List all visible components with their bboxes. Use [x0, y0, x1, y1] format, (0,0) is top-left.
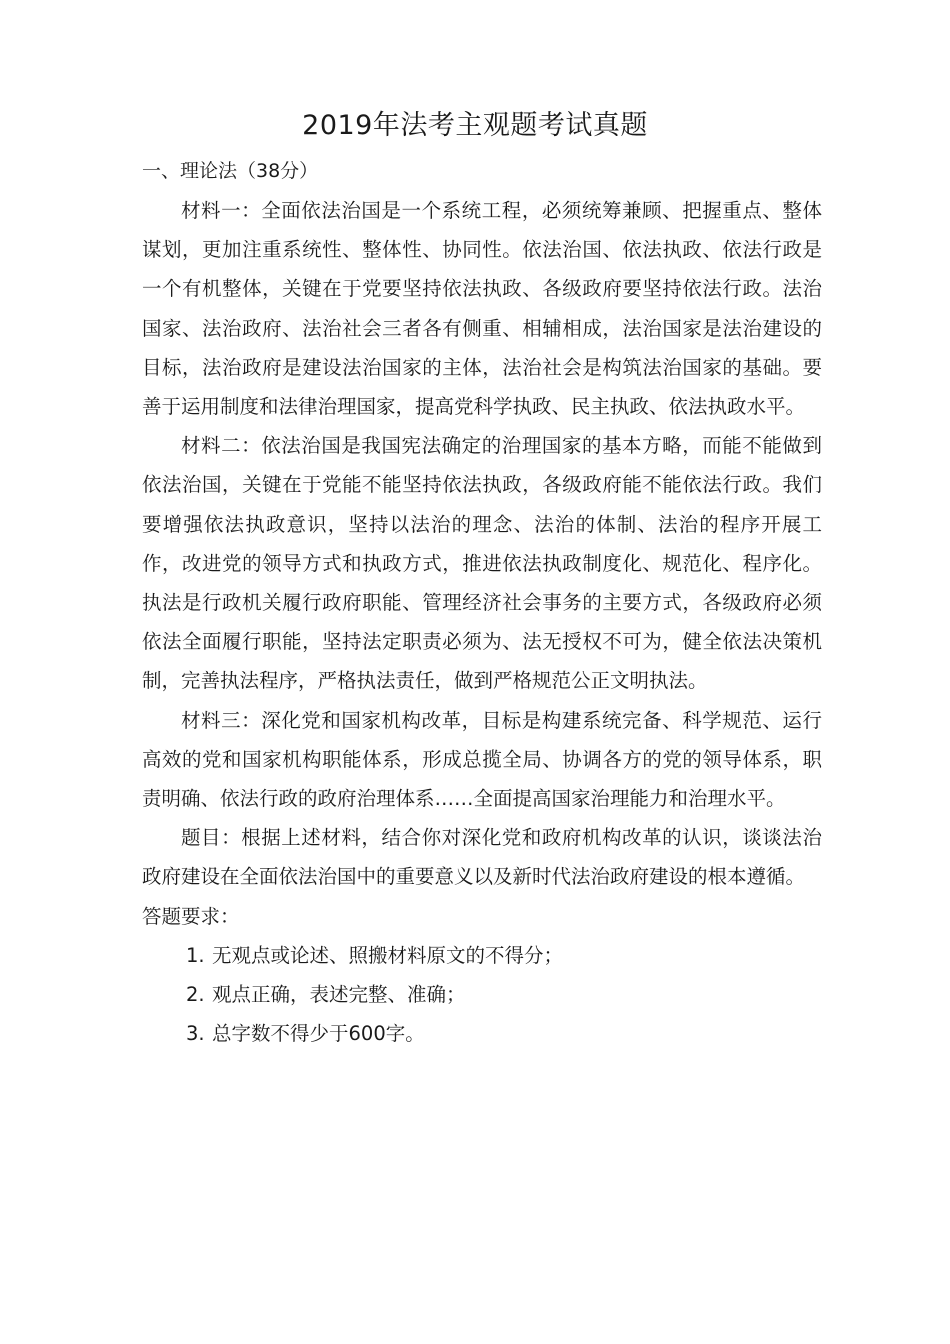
document-title: 2019年法考主观题考试真题 — [302, 110, 648, 141]
list-item — [142, 936, 822, 975]
material-one-paragraph: 材料一：全面依法治国是一个系统工程，必须统筹兼顾、把握重点、整体谋划，更加注重系统性、整体性、协同性。依法治国、依法执政、依法行政是一个有机整体，关键在于党要坚持依法执政、各级政府要坚持依法行政。法治国家、法治政府、法治社会三者各有侧重、相辅相成，法治国家是法治建设的目标，法治政府是建设法治国家的主体，法治社会是构筑法治国家的基础。要善于运用制度和法律治理国家，提高党科学执政、民主执政、依法执政水平。 — [142, 199, 822, 419]
list-item-number: 1. — [186, 943, 205, 967]
list-item-number: 3. — [186, 1022, 205, 1046]
requirements-list — [142, 936, 822, 1054]
list-item-text: 无观点或论述、照搬材料原文的不得分； — [212, 943, 564, 967]
section-heading: 一、理论法（38分） — [142, 160, 319, 182]
list-item-text: 观点正确，表述完整、准确； — [212, 983, 466, 1007]
question-paragraph: 题目：根据上述材料，结合你对深化党和政府机构改革的认识，谈谈法治政府建设在全面依法治国中的重要意义以及新时代法治政府建设的根本遵循。 — [142, 826, 822, 889]
document-body — [142, 191, 822, 1053]
material-three-paragraph: 材料三：深化党和国家机构改革，目标是构建系统完备、科学规范、运行高效的党和国家机构职能体系，形成总揽全局、协调各方的党的领导体系，职责明确、依法行政的政府治理体系……全面提高国家治理能力和治理水平。 — [142, 708, 822, 811]
list-item-number: 2. — [186, 983, 205, 1007]
requirements-heading: 答题要求： — [142, 904, 240, 928]
list-item-text: 总字数不得少于600字。 — [212, 1022, 425, 1046]
list-item — [142, 1014, 822, 1053]
material-two-paragraph: 材料二：依法治国是我国宪法确定的治理国家的基本方略，而能不能做到依法治国，关键在于党能不能坚持依法执政，各级政府能不能依法行政。我们要增强依法执政意识，坚持以法治的理念、法治的体制、法治的程序开展工作，改进党的领导方式和执政方式，推进依法执政制度化、规范化、程序化。执法是行政机关履行政府职能、管理经济社会事务的主要方式，各级政府必须依法全面履行职能，坚持法定职责必须为、法无授权不可为，健全依法决策机制，完善执法程序，严格执法责任，做到严格规范公正文明执法。 — [142, 434, 822, 693]
list-item — [142, 975, 822, 1014]
